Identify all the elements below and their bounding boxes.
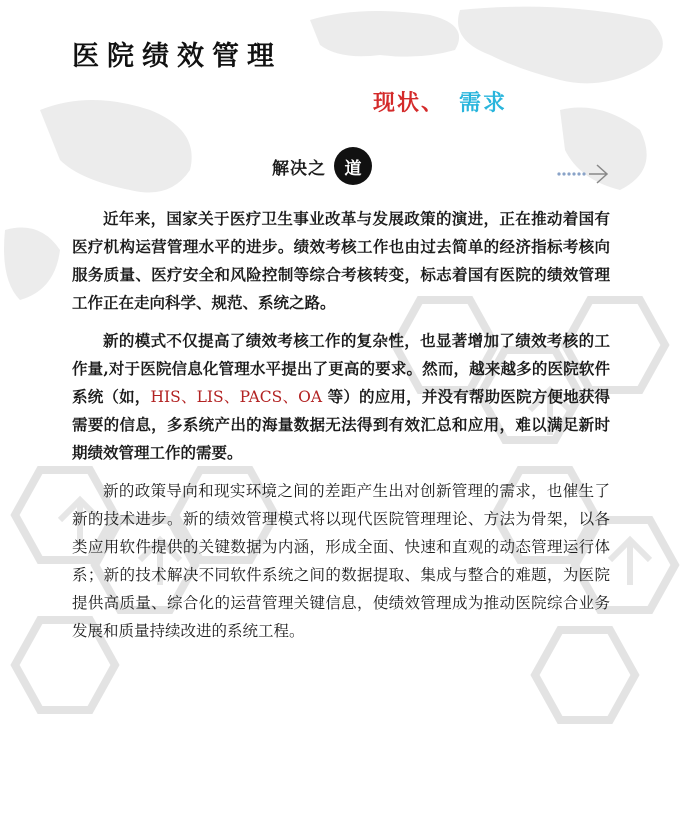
solution-heading <box>272 146 372 186</box>
paragraph-3: 新的政策导向和现实环境之间的差距产生出对创新管理的需求，也催生了新的技术进步。新的绩效管理模式将以现代医院管理理论、方法为骨架，以各类应用软件提供的关键数据为内涵，形成全面、快速和直观的动态管理运行体系；新的技术解决不同软件系统之间的数据提取、集成与整合的难题，为医院提供高质量、综合化的运营管理关键信息，使绩效管理成为推动医院综合业务发展和质量持续改进的系统工程。 <box>72 482 610 640</box>
systems-highlight: HIS、LIS、PACS、OA <box>150 388 323 406</box>
paragraph-1: 近年来，国家关于医疗卫生事业改革与发展政策的演进，正在推动着国有医疗机构运营管理水平的进步。绩效考核工作也由过去简单的经济指标考核向服务质量、医疗安全和风险控制等综合考核转变，标志着国有医院的绩效管理工作正在走向科学、规范、系统之路。 <box>72 209 610 312</box>
article-body <box>72 205 610 655</box>
dotted-arrow-icon <box>555 160 615 186</box>
subtitle-status: 现状、 <box>373 91 446 116</box>
subtitle-demand: 需求 <box>459 91 508 116</box>
solution-label: 解决之 <box>272 158 326 179</box>
paragraph-2-part-a: 新的模式不仅提高了绩效考核工作的复杂性，也显著增加了绩效考核的工作量,对于医院信息化管理水平提出了更高的要求。然而，越来越多的医院软件系统（如， <box>72 331 610 406</box>
paragraph-2-part-b: 等）的应用，并没有帮助医院方便地获得需要的信息，多系统产出的海量数据无法得到有效汇总和应用，难以满足新时期绩效管理工作的需要。 <box>72 387 610 462</box>
subtitle <box>373 86 507 117</box>
paragraph-2 <box>72 327 610 467</box>
page-title: 医院绩效管理 <box>72 41 282 72</box>
dao-badge: 道 <box>334 147 372 185</box>
